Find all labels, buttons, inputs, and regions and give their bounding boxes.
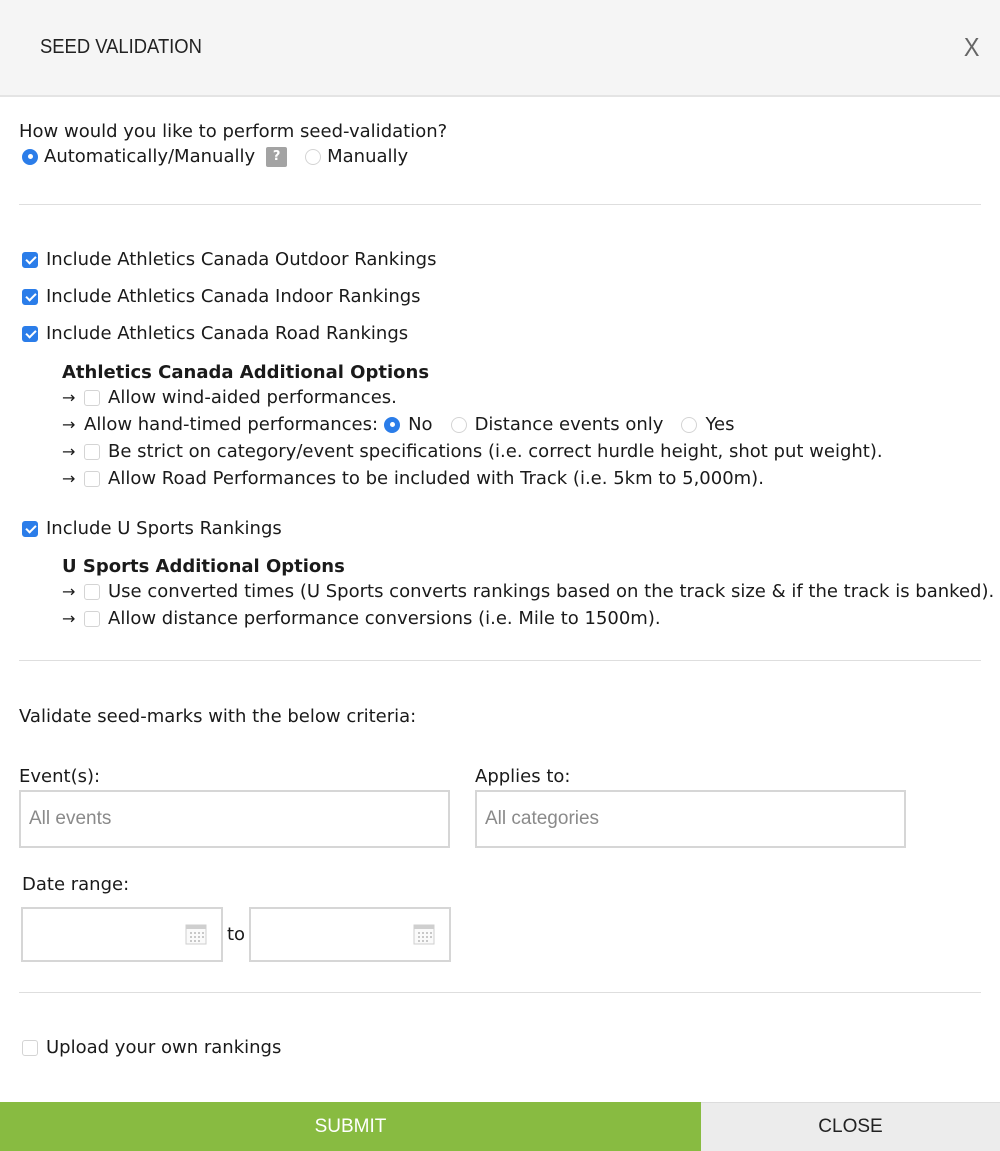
- arrow-icon: →: [62, 415, 76, 434]
- converted-times-option[interactable]: [62, 581, 994, 602]
- arrow-icon: →: [62, 442, 76, 461]
- radio-auto-manual[interactable]: [22, 149, 38, 165]
- arrow-icon: →: [62, 609, 76, 628]
- road-rankings-label[interactable]: Include Athletics Canada Road Rankings: [46, 323, 409, 344]
- date-to-separator: to: [227, 924, 246, 945]
- date-to-input[interactable]: [249, 907, 451, 962]
- outdoor-rankings-label[interactable]: Include Athletics Canada Outdoor Rankings: [46, 249, 437, 270]
- indoor-rankings-checkbox[interactable]: [22, 289, 38, 305]
- indoor-rankings-label[interactable]: Include Athletics Canada Indoor Rankings: [46, 286, 421, 307]
- criteria-heading: Validate seed-marks with the below criteria:: [19, 706, 417, 727]
- hand-timed-label: Allow hand-timed performances:: [84, 414, 379, 435]
- road-with-track-option[interactable]: [62, 468, 764, 489]
- date-from-input[interactable]: [21, 907, 223, 962]
- applies-placeholder: All categories: [485, 808, 600, 829]
- submit-button[interactable]: SUBMIT: [0, 1102, 701, 1151]
- hand-timed-distance-label[interactable]: Distance events only: [474, 414, 664, 435]
- road-rankings-option[interactable]: [22, 323, 408, 344]
- radio-manually[interactable]: [305, 149, 321, 165]
- usports-rankings-checkbox[interactable]: [22, 521, 38, 537]
- modal-footer: [0, 1102, 1000, 1151]
- mode-question: How would you like to perform seed-validation?: [19, 121, 448, 142]
- modal-title: SEED VALIDATION: [40, 36, 202, 58]
- distance-conversion-label[interactable]: Allow distance performance conversions (i.e. Mile to 1500m).: [108, 608, 661, 629]
- converted-times-label[interactable]: Use converted times (U Sports converts rankings based on the track size & if the track is banked).: [108, 581, 995, 602]
- outdoor-rankings-option[interactable]: [22, 249, 436, 270]
- calendar-icon[interactable]: [185, 923, 207, 945]
- hand-timed-radio-yes[interactable]: [681, 417, 697, 433]
- radio-manually-label[interactable]: Manually: [327, 146, 409, 167]
- outdoor-rankings-checkbox[interactable]: [22, 252, 38, 268]
- close-button[interactable]: CLOSE: [701, 1102, 1000, 1151]
- hand-timed-option: [62, 414, 735, 435]
- events-placeholder: All events: [29, 808, 112, 829]
- events-select[interactable]: [19, 790, 450, 848]
- indoor-rankings-option[interactable]: [22, 286, 421, 307]
- arrow-icon: →: [62, 469, 76, 488]
- hand-timed-no-label[interactable]: No: [408, 414, 433, 435]
- usports-rankings-label[interactable]: Include U Sports Rankings: [46, 518, 282, 539]
- upload-rankings-checkbox[interactable]: [22, 1040, 38, 1056]
- distance-conversion-checkbox[interactable]: [84, 611, 100, 627]
- arrow-icon: →: [62, 582, 76, 601]
- wind-aided-option[interactable]: [62, 387, 397, 408]
- date-range-label: Date range:: [22, 874, 130, 895]
- road-with-track-label[interactable]: Allow Road Performances to be included with Track (i.e. 5km to 5,000m).: [108, 468, 764, 489]
- upload-rankings-label[interactable]: Upload your own rankings: [46, 1037, 282, 1058]
- applies-select[interactable]: [475, 790, 906, 848]
- divider: [19, 992, 981, 993]
- road-rankings-checkbox[interactable]: [22, 326, 38, 342]
- help-icon[interactable]: ?: [266, 147, 287, 167]
- wind-aided-checkbox[interactable]: [84, 390, 100, 406]
- calendar-icon[interactable]: [413, 923, 435, 945]
- divider: [19, 204, 981, 205]
- upload-rankings-option[interactable]: [22, 1037, 281, 1058]
- close-icon[interactable]: X: [963, 32, 980, 62]
- strict-spec-label[interactable]: Be strict on category/event specifications (i.e. correct hurdle height, shot put weight).: [108, 441, 883, 462]
- hand-timed-radio-no[interactable]: [384, 417, 400, 433]
- modal-header: [0, 0, 1000, 97]
- strict-spec-option[interactable]: [62, 441, 883, 462]
- divider: [19, 660, 981, 661]
- events-label: Event(s):: [19, 766, 101, 787]
- usports-options-heading: U Sports Additional Options: [62, 556, 345, 577]
- usports-rankings-option[interactable]: [22, 518, 282, 539]
- arrow-icon: →: [62, 388, 76, 407]
- wind-aided-label[interactable]: Allow wind-aided performances.: [108, 387, 397, 408]
- applies-label: Applies to:: [475, 766, 571, 787]
- hand-timed-radio-distance[interactable]: [451, 417, 467, 433]
- ac-options-heading: Athletics Canada Additional Options: [62, 362, 430, 383]
- hand-timed-yes-label[interactable]: Yes: [705, 414, 735, 435]
- converted-times-checkbox[interactable]: [84, 584, 100, 600]
- strict-spec-checkbox[interactable]: [84, 444, 100, 460]
- road-with-track-checkbox[interactable]: [84, 471, 100, 487]
- mode-radio-group: [22, 146, 408, 167]
- distance-conversion-option[interactable]: [62, 608, 661, 629]
- radio-auto-manual-label[interactable]: Automatically/Manually: [44, 146, 256, 167]
